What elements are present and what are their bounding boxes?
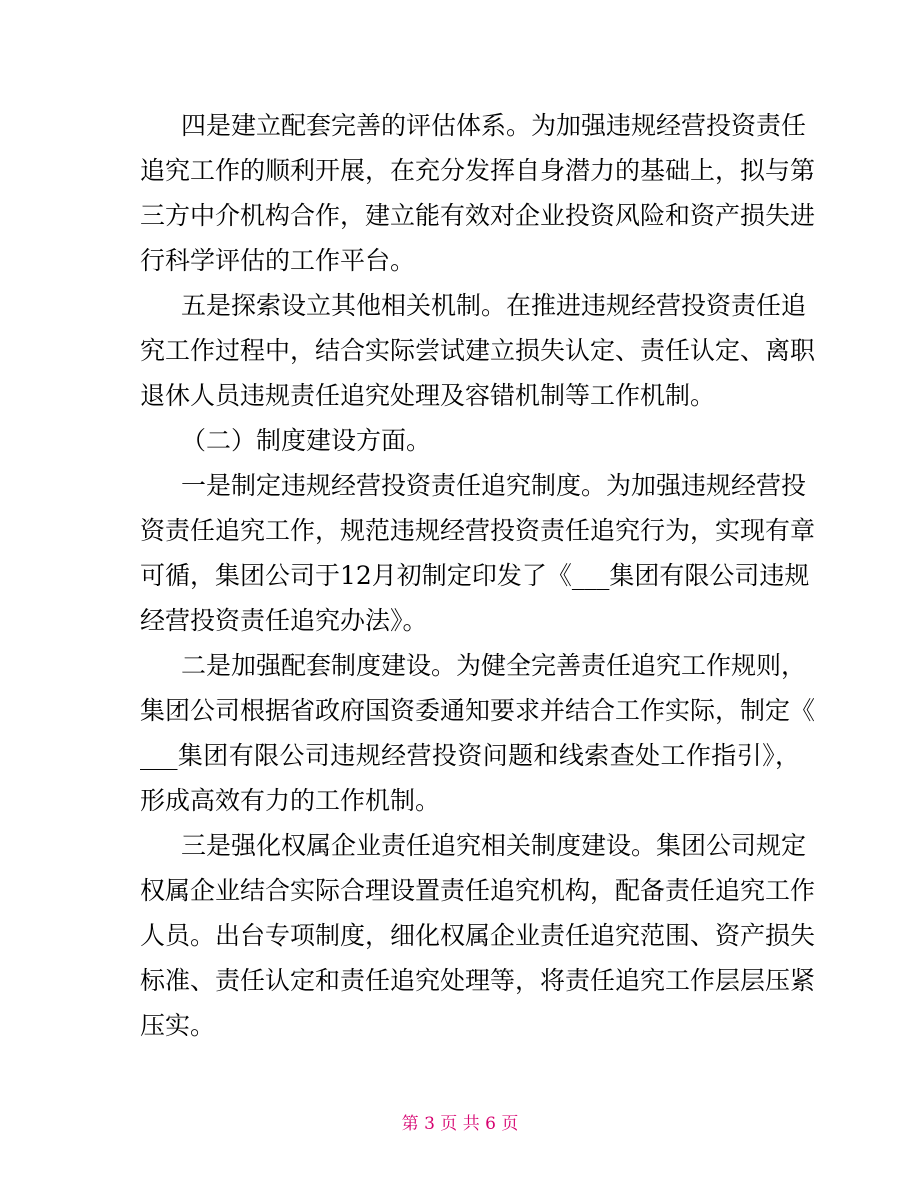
paragraph-line: 资责任追究工作，规范违规经营投资责任追究行为，实现有章 [140, 516, 816, 545]
section-heading: （二）制度建设方面。 [181, 426, 432, 455]
paragraph-line: 四是建立配套完善的评估体系。为加强违规经营投资责任 [181, 111, 807, 140]
paragraph-line: 五是探索设立其他相关机制。在推进违规经营投资责任追 [181, 291, 807, 320]
paragraph-line: 人员。出台专项制度，细化权属企业责任追究范围、资产损失 [140, 921, 816, 950]
paragraph-line: 可循，集团公司于12月初制定印发了《___集团有限公司违规 [140, 561, 810, 590]
paragraph-line: ___集团有限公司违规经营投资问题和线索查处工作指引》， [140, 741, 800, 770]
paragraph-line: 三是强化权属企业责任追究相关制度建设。集团公司规定 [181, 831, 807, 860]
paragraph-line: 标准、责任认定和责任追究处理等，将责任追究工作层层压紧 [140, 966, 816, 995]
paragraph-line: 压实。 [140, 1011, 216, 1040]
paragraph-line: 二是加强配套制度建设。为健全完善责任追究工作规则， [181, 651, 807, 680]
paragraph-line: 退休人员违规责任追究处理及容错机制等工作机制。 [140, 381, 716, 410]
paragraph-line: 形成高效有力的工作机制。 [140, 786, 441, 815]
paragraph-line: 究工作过程中，结合实际尝试建立损失认定、责任认定、离职 [140, 336, 816, 365]
paragraph-line: 追究工作的顺利开展，在充分发挥自身潜力的基础上，拟与第 [140, 156, 816, 185]
paragraph-line: 行科学评估的工作平台。 [140, 246, 416, 275]
paragraph-line: 三方中介机构合作，建立能有效对企业投资风险和资产损失进 [140, 201, 816, 230]
paragraph-line: 权属企业结合实际合理设置责任追究机构，配备责任追究工作 [140, 876, 816, 905]
paragraph-line: 集团公司根据省政府国资委通知要求并结合工作实际，制定《 [140, 696, 816, 725]
paragraph-line: 经营投资责任追究办法》。 [140, 606, 428, 635]
paragraph-line: 一是制定违规经营投资责任追究制度。为加强违规经营投 [181, 471, 807, 500]
page-number-footer: 第 3 页 共 6 页 [401, 1114, 519, 1134]
